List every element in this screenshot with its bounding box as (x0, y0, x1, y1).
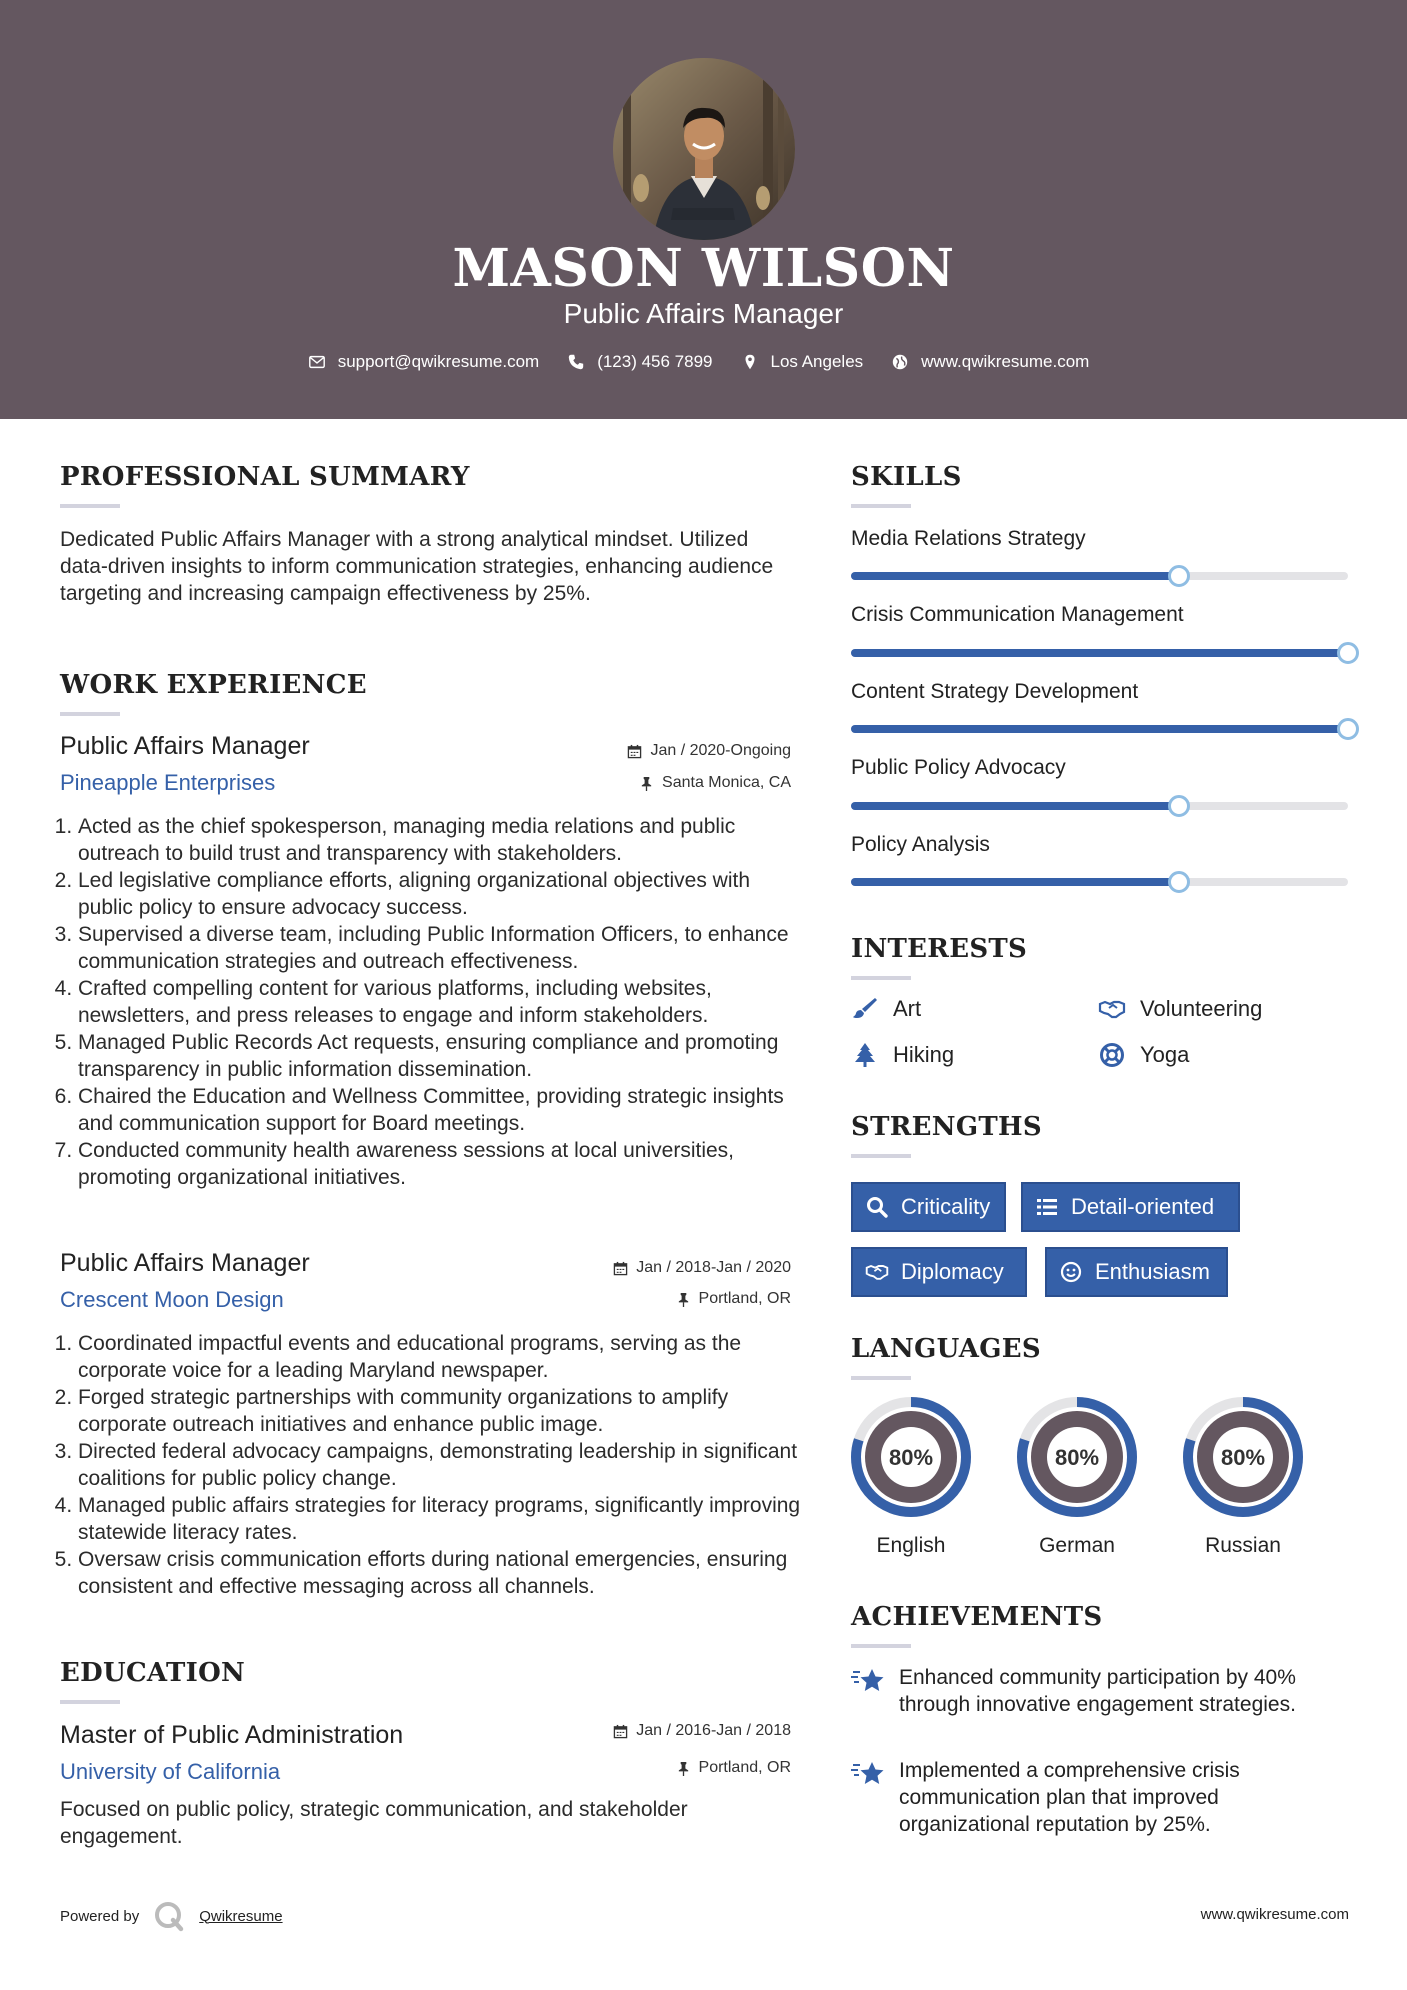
contact-website-text: www.qwikresume.com (921, 352, 1090, 371)
language-german (1016, 1396, 1138, 1558)
skill-bar (851, 725, 1348, 733)
job-1-location-text: Santa Monica, CA (662, 774, 791, 791)
list-item: 3. Supervised a diverse team, including Public Information Officers, to enhance communication strategies and outreach effectiveness. (78, 921, 805, 975)
language-name: English (876, 1534, 946, 1557)
job-1-dates-text: Jan / 2020-Ongoing (650, 742, 791, 759)
skill-knob (1168, 795, 1190, 817)
language-percent: 80% (1054, 1445, 1100, 1470)
skill-fill (851, 725, 1348, 733)
phone-icon (567, 353, 585, 371)
calendar-icon (627, 744, 642, 759)
job-2-company: Crescent Moon Design (60, 1287, 284, 1312)
language-ring (1016, 1396, 1138, 1518)
summary-heading: PROFESSIONAL SUMMARY (60, 462, 470, 492)
strength-chip (1045, 1247, 1228, 1297)
interest-label: Art (893, 996, 922, 1021)
skill-name: Crisis Communication Management (851, 603, 1184, 626)
search-icon (865, 1195, 889, 1219)
summary-divider (60, 504, 120, 508)
education-description: Focused on public policy, strategic communication, and stakeholder engagement. (60, 1798, 688, 1848)
interest-label: Hiking (893, 1042, 955, 1067)
star-icon (851, 1666, 885, 1696)
skill-name: Media Relations Strategy (851, 527, 1086, 550)
handshake-icon (1098, 996, 1126, 1022)
job-2-dates-text: Jan / 2018-Jan / 2020 (636, 1259, 791, 1276)
language-percent: 80% (888, 1445, 934, 1470)
achievements-divider (851, 1644, 911, 1648)
job-1-company: Pineapple Enterprises (60, 770, 276, 795)
interest-label: Yoga (1140, 1042, 1190, 1067)
skill-name: Policy Analysis (851, 833, 990, 856)
interest-art (851, 996, 921, 1022)
skill-bar (851, 802, 1348, 810)
brand-link[interactable]: Qwikresume (199, 1907, 283, 1925)
education-dates-text: Jan / 2016-Jan / 2018 (636, 1722, 791, 1739)
list-item: 5. Oversaw crisis communication efforts during national emergencies, ensuring consistent and effective messaging across all channels. (78, 1546, 805, 1600)
skill-bar (851, 878, 1348, 886)
interests-divider (851, 976, 911, 980)
interest-yoga (1098, 1042, 1189, 1068)
skills-heading: SKILLS (851, 462, 962, 492)
language-ring (850, 1396, 972, 1518)
language-russian (1182, 1396, 1304, 1558)
candidate-title: Public Affairs Manager (563, 298, 844, 329)
interest-volunteering (1098, 996, 1262, 1022)
contact-phone[interactable] (567, 352, 712, 372)
contact-bar (0, 352, 1407, 372)
lifebuoy-icon (1098, 1042, 1126, 1068)
strength-label: Criticality (901, 1194, 991, 1219)
skill-knob (1337, 718, 1359, 740)
skill-knob (1337, 642, 1359, 664)
job-1-location (639, 774, 791, 792)
interest-hiking (851, 1042, 954, 1068)
achievement-item (851, 1757, 1351, 1838)
education-heading: EDUCATION (60, 1658, 246, 1688)
language-ring (1182, 1396, 1304, 1518)
list-item: 3. Directed federal advocacy campaigns, demonstrating leadership in significant coalitions for public policy change. (78, 1438, 805, 1492)
calendar-icon (613, 1261, 628, 1276)
strength-chip (1021, 1182, 1240, 1232)
contact-website[interactable] (891, 352, 1089, 372)
language-percent: 80% (1220, 1445, 1266, 1470)
pushpin-icon (676, 1292, 691, 1307)
experience-divider (60, 712, 120, 716)
tree-icon (851, 1042, 879, 1068)
skill-knob (1168, 871, 1190, 893)
list-item: 1. Coordinated impactful events and educational programs, serving as the corporate voice for a leading Maryland newspaper. (78, 1330, 805, 1384)
job-2-bullets (60, 1330, 805, 1600)
list-item: 6. Chaired the Education and Wellness Committee, providing strategic insights and communication support for Board meetings. (78, 1083, 805, 1137)
job-1-dates (627, 742, 791, 760)
list-item: 5. Managed Public Records Act requests, ensuring compliance and promoting transparency in public information dissemination. (78, 1029, 805, 1083)
languages-heading: LANGUAGES (851, 1334, 1041, 1364)
candidate-name: MASON WILSON (452, 238, 955, 299)
skill-fill (851, 572, 1179, 580)
education-dates (613, 1722, 791, 1740)
skill-bar (851, 649, 1348, 657)
achievement-text: Enhanced community participation by 40% through innovative engagement strategies. (899, 1666, 1296, 1716)
list-item: 4. Managed public affairs strategies for literacy programs, significantly improving statewide literacy rates. (78, 1492, 805, 1546)
education-divider (60, 1700, 120, 1704)
skill-name: Content Strategy Development (851, 680, 1139, 703)
job-2-location-text: Portland, OR (698, 1290, 791, 1307)
summary-text: Dedicated Public Affairs Manager with a strong analytical mindset. Utilized data-driven insights to inform communication strategies, enhancing audience targeting and increasing campaign effectiveness by 25%. (60, 528, 774, 605)
education-location (676, 1759, 791, 1777)
achievement-text: Implemented a comprehensive crisis communication plan that improved organizational reputation by 25%. (899, 1759, 1240, 1836)
qwikresume-logo-icon (153, 1900, 185, 1932)
calendar-icon (613, 1724, 628, 1739)
education-location-text: Portland, OR (698, 1759, 791, 1776)
skills-divider (851, 504, 911, 508)
strengths-heading: STRENGTHS (851, 1112, 1042, 1142)
skill-knob (1168, 565, 1190, 587)
star-icon (851, 1759, 885, 1789)
handshake-icon (865, 1260, 889, 1284)
footer-powered-by (60, 1900, 283, 1932)
skill-name: Public Policy Advocacy (851, 756, 1066, 779)
map-pin-icon (741, 353, 759, 371)
strength-label: Enthusiasm (1095, 1259, 1210, 1284)
strength-chip (851, 1247, 1027, 1297)
job-2-dates (613, 1259, 791, 1277)
skill-bar (851, 572, 1348, 580)
contact-phone-text: (123) 456 7899 (597, 352, 713, 371)
strength-chip (851, 1182, 1006, 1232)
contact-email[interactable] (308, 352, 540, 372)
footer-website[interactable]: www.qwikresume.com (1200, 1906, 1349, 1923)
language-english (850, 1396, 972, 1558)
interest-label: Volunteering (1140, 996, 1263, 1021)
powered-by-label: Powered by (60, 1907, 140, 1925)
contact-email-text: support@qwikresume.com (337, 352, 540, 371)
profile-photo (613, 58, 795, 240)
list-icon (1035, 1195, 1059, 1219)
job-1-title: Public Affairs Manager (60, 732, 310, 760)
list-item: 7. Conducted community health awareness sessions at local universities, promoting organizational initiatives. (78, 1137, 805, 1191)
strengths-divider (851, 1154, 911, 1158)
strength-label: Detail-oriented (1071, 1194, 1215, 1219)
languages-divider (851, 1376, 911, 1380)
language-name: German (1039, 1534, 1115, 1557)
job-2-title: Public Affairs Manager (60, 1249, 310, 1277)
degree-title: Master of Public Administration (60, 1721, 404, 1749)
experience-heading: WORK EXPERIENCE (60, 670, 367, 700)
language-name: Russian (1205, 1534, 1281, 1557)
skill-fill (851, 802, 1179, 810)
skill-fill (851, 878, 1179, 886)
achievements-heading: ACHIEVEMENTS (851, 1602, 1103, 1632)
strength-label: Diplomacy (901, 1259, 1004, 1284)
contact-location (741, 352, 864, 372)
list-item: 4. Crafted compelling content for various platforms, including websites, newsletters, and press releases to engage and inform stakeholders. (78, 975, 805, 1029)
list-item: 2. Led legislative compliance efforts, aligning organizational objectives with public policy to ensure advocacy success. (78, 867, 805, 921)
globe-icon (891, 353, 909, 371)
pushpin-icon (639, 776, 654, 791)
pushpin-icon (676, 1761, 691, 1776)
job-1-bullets (60, 813, 805, 1191)
list-item: 1. Acted as the chief spokesperson, managing media relations and public outreach to build trust and transparency with stakeholders. (78, 813, 805, 867)
job-2-location (676, 1290, 791, 1308)
school-name: University of California (60, 1759, 281, 1784)
resume-header (0, 0, 1407, 419)
skill-fill (851, 649, 1348, 657)
envelope-icon (308, 353, 326, 371)
list-item: 2. Forged strategic partnerships with community organizations to amplify corporate outreach initiatives and enhance public image. (78, 1384, 805, 1438)
smile-icon (1059, 1260, 1083, 1284)
interests-heading: INTERESTS (851, 934, 1028, 964)
paintbrush-icon (851, 996, 879, 1022)
achievement-item (851, 1664, 1351, 1718)
contact-location-text: Los Angeles (770, 352, 864, 371)
